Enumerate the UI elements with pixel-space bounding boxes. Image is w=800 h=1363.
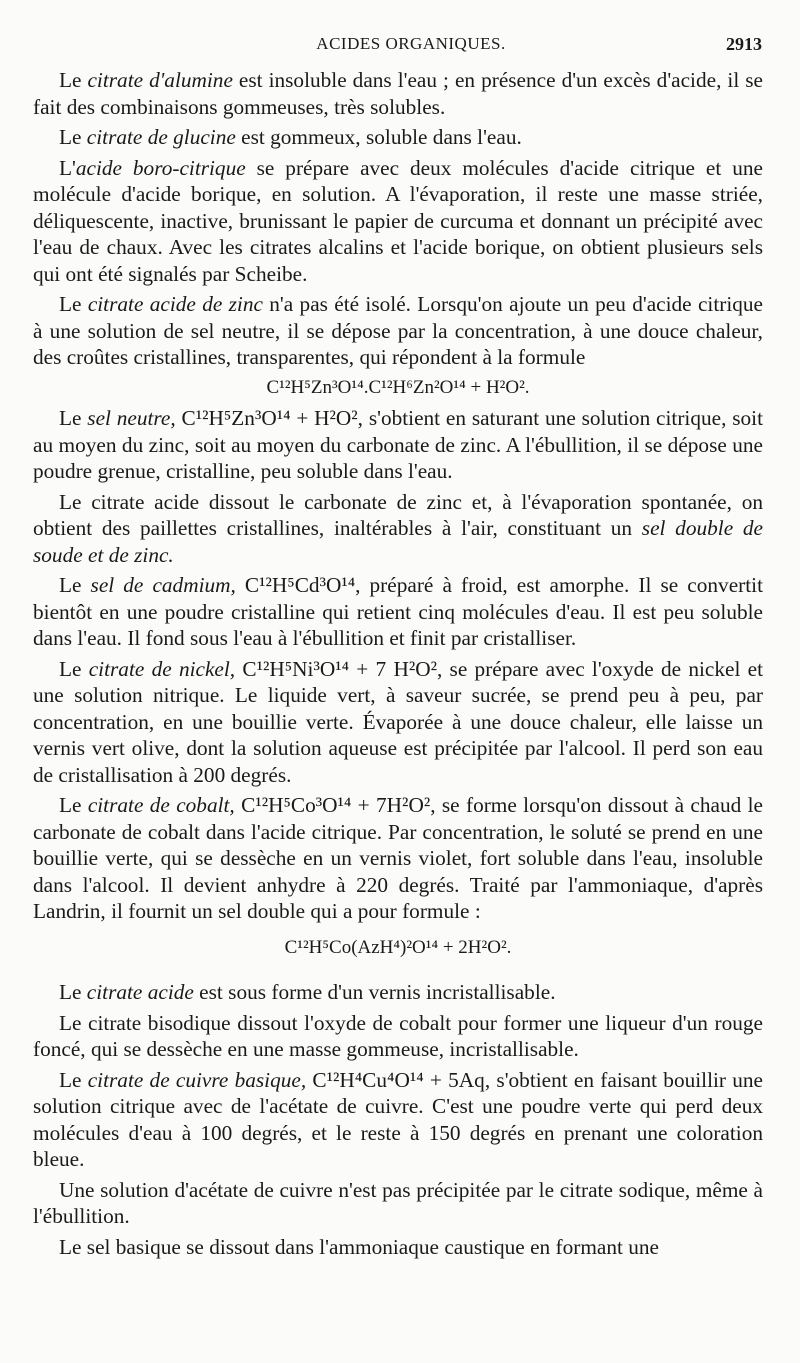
paragraph-cobalt: Le citrate de cobalt, C¹²H⁵Co³O¹⁴ + 7H²O², se forme lorsqu'on dissout à chaud le carbonate de cobalt dans l'acide citrique. Par concentration, le soluté se prend en une bouillie verte, qui se dessèche en un vernis violet, fort soluble dans l'eau, insoluble dans l'alcool. Il devient anhydre à 220 degrés. Traité par l'ammoniaque, d'après Landrin, il fournit un sel double qui a pour formule : — [33, 793, 763, 923]
paragraph-alumine: Le citrate d'alumine est insoluble dans l'eau ; en présence d'un excès d'acide, il se fait des combinaisons gommeuses, très solubles. — [33, 68, 763, 119]
paragraph-sel-basique: Le sel basique se dissout dans l'ammoniaque caustique en formant une — [59, 1234, 659, 1259]
term-sel-double: sel double de soude et de zinc. — [33, 516, 763, 567]
paragraph-citrate-acide: Le citrate acide est sous forme d'un vernis incristallisable. — [59, 980, 556, 1004]
paragraph-citrate-zinc: Le citrate acide de zinc n'a pas été isolé. Lorsqu'on ajoute un peu d'acide citrique à une solution de sel neutre, il se dépose par la concentration, à une douce chaleur, des croûtes cristallines, transparentes, qui répondent à la formule — [33, 292, 763, 369]
paragraph-acetate-cuivre: Une solution d'acétate de cuivre n'est pas précipitée par le citrate sodique, même à l'ébullition. — [33, 1177, 763, 1228]
term-citrate-alumine: citrate d'alumine — [87, 68, 233, 92]
term-citrate-nickel: citrate de nickel, — [88, 656, 236, 681]
page-number: 2913 — [726, 34, 762, 54]
running-title: ACIDES ORGANIQUES. — [316, 34, 506, 53]
paragraph-bisodique: Le citrate bisodique dissout l'oxyde de cobalt pour former une liqueur d'un rouge foncé, qui se dessèche en une masse gommeuse, incristallisable. — [33, 1010, 763, 1061]
formula-cobalt: C¹²H⁵Co(AzH⁴)²O¹⁴ + 2H²O². — [284, 936, 512, 958]
paragraph-sel-neutre: Le sel neutre, C¹²H⁵Zn³O¹⁴ + H²O², s'obtient en saturant une solution citrique, soit au moyen du zinc, soit au moyen du carbonate de zinc. A l'ébullition, il se dépose une poudre grenue, cristalline, peu soluble dans l'eau. — [33, 406, 763, 483]
term-citrate-cobalt: citrate de cobalt, — [87, 793, 235, 817]
term-citrate-acide-zinc: citrate acide de zinc — [87, 292, 263, 316]
page-header — [60, 34, 762, 58]
paragraph-sel-double: Le citrate acide dissout le carbonate de zinc et, à l'évaporation spontanée, on obtient des paillettes cristallines, inaltérables à l'air, constituant un sel double de soude et de zinc. — [33, 489, 763, 567]
paragraph-nickel: Le citrate de nickel, C¹²H⁵Ni³O¹⁴ + 7 H²O², se prépare avec l'oxyde de nickel et une solution nitrique. Le liquide vert, à saveur sucrée, se prend peu à peu, par concentration, en une bouillie verte. Évaporée à une douce chaleur, elle laisse un vernis vert olive, dont la solution aqueuse est précipitée par l'alcool. Il perd son eau de cristallisation à 200 degrés. — [33, 656, 763, 787]
term-citrate-acide: citrate acide — [86, 980, 194, 1004]
term-acide-boro-citrique: acide boro-citrique — [75, 155, 246, 180]
paragraph-cadmium: Le sel de cadmium, C¹²H⁵Cd³O¹⁴, préparé à froid, est amorphe. Il se convertit bientôt en une poudre cristalline qui retient cinq molécules d'eau. Il est peu soluble dans l'eau. Il fond sous l'eau à l'ébullition et finit par cristalliser. — [33, 573, 763, 650]
paragraph-cuivre: Le citrate de cuivre basique, C¹²H⁴Cu⁴O¹⁴ + 5Aq, s'obtient en faisant bouillir une solution citrique avec de l'acétate de cuivre. C'est une poudre verte qui perd deux molécules d'eau à 100 degrés, et le reste à 150 degrés en prenant une coloration bleue. — [33, 1067, 763, 1171]
body-text — [33, 67, 763, 1260]
term-sel-cadmium: sel de cadmium, — [90, 573, 236, 597]
term-sel-neutre: sel neutre, — [87, 406, 176, 430]
term-citrate-glucine: citrate de glucine — [86, 125, 236, 149]
paragraph-boro-citrique: L'acide boro-citrique se prépare avec deux molécules d'acide citrique et une molécule d'acide borique, en solution. A l'évaporation, il reste une masse striée, déliquescente, inactive, brunissant le papier de curcuma et donnant un précipité avec l'eau de chaux. Avec les citrates alcalins et l'acide borique, on obtient plusieurs sels qui ont été signalés par Scheibe. — [33, 155, 763, 286]
formula-zinc: C¹²H⁵Zn³O¹⁴.C¹²H⁶Zn²O¹⁴ + H²O². — [266, 376, 530, 398]
paragraph-glucine: Le citrate de glucine est gommeux, soluble dans l'eau. — [59, 125, 522, 149]
term-citrate-cuivre: citrate de cuivre basique, — [87, 1067, 307, 1092]
